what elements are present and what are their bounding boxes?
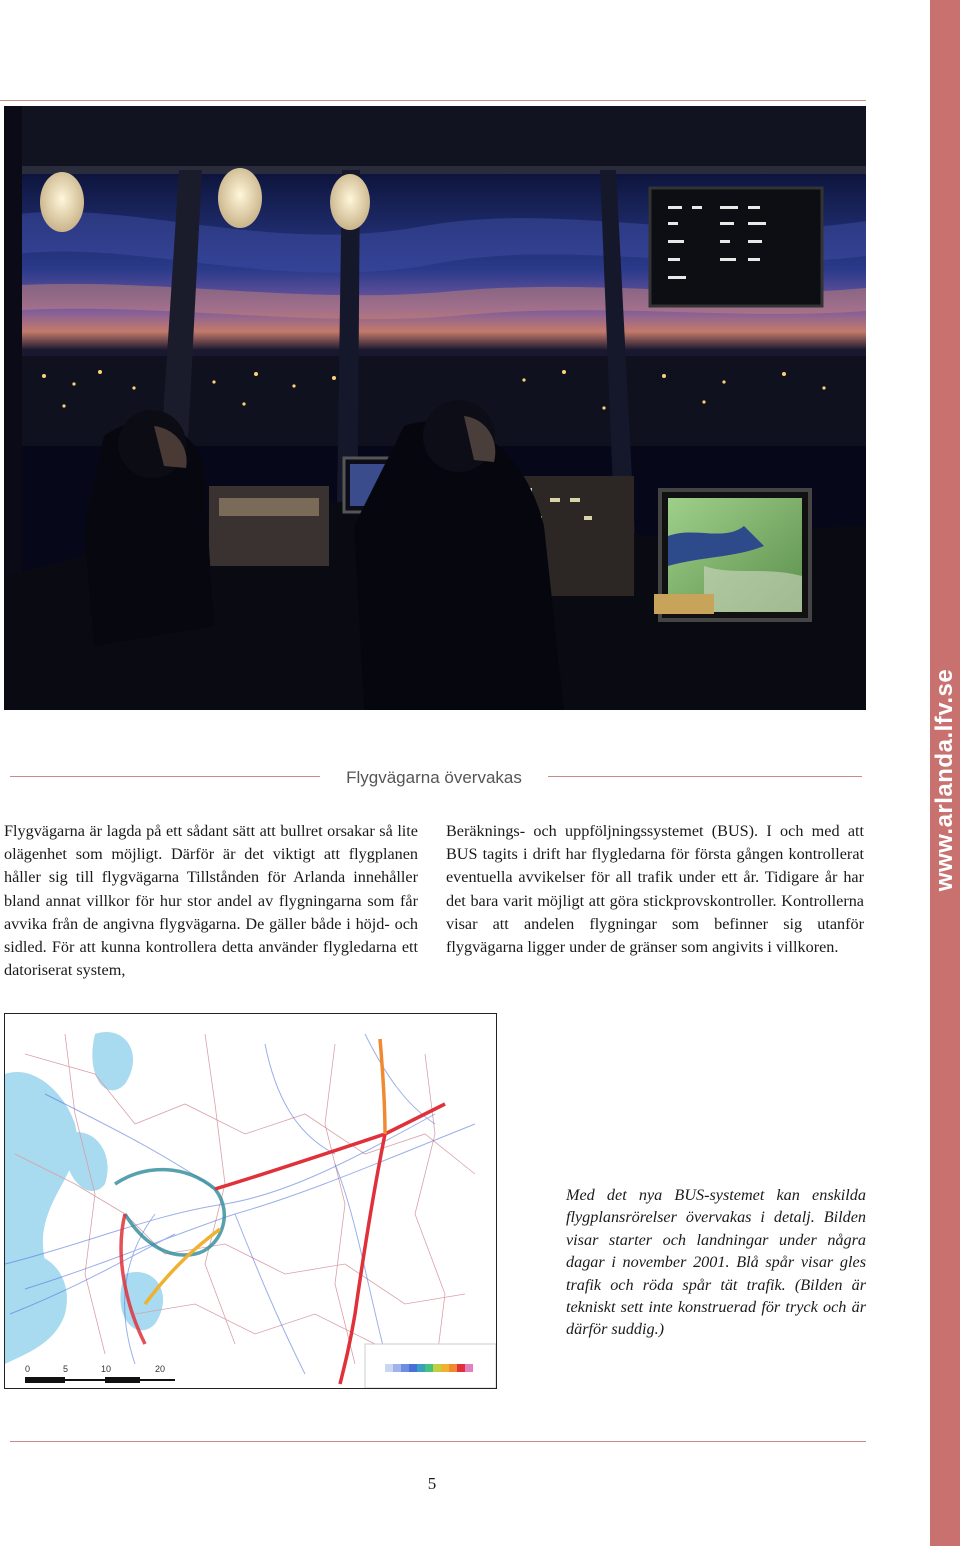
section-rule-left [10,776,320,777]
body-text-left [4,820,418,982]
control-tower-photo [4,106,866,710]
side-url: www.arlanda.lfv.se [931,668,958,892]
paragraph-left: Flygvägarna är lagda på ett sådant sätt att bullret orsakar så lite olägenhet som möjligt. Därför är det viktigt att flygplanen håller sig till flygvägarna Tillstånden för Arlanda innehåller bland annat villkor för hur stor andel av flygningarna som får avvika från de angivna flygvägarna. De gäller både i höjd- och sidled. För att kunna kontrollera detta använder flygledarna ett datoriserat system, [4,822,418,980]
scale-label-20: 20 [155,1364,166,1374]
scale-label-10: 10 [101,1364,112,1374]
scale-label-5: 5 [63,1364,69,1374]
top-rule [0,100,866,101]
section-title: Flygvägarna övervakas [330,768,538,788]
scale-label-0: 0 [25,1364,31,1374]
page-number: 5 [427,1474,437,1493]
section-rule-right [548,776,862,777]
flight-track-map [4,1013,497,1389]
paragraph-right: Beräknings- och uppföljningssystemet (BUS). I och med att BUS tagits i drift har flygledarna för första gången kontrollerat eventuella avvikelser för all trafik under ett år. Tidigare år har det bara varit möjligt att göra stickprovskontroller. Kontrollerna visar att andelen flygningar som befinner sig utanför flygvägarna ligger under de gränser som angivits i villkoren. [446,822,864,957]
map-caption: Med det nya BUS-systemet kan enskilda flygplansrörelser övervakas i detalj. Bilden visar starter och landningar under några dagar i november 2001. Blå spår visar gles trafik och röda spår tät trafik. (Bilden är tekniskt sett inte konstruerad för tryck och är därför suddig.) [566,1186,866,1339]
body-text-right [446,820,864,959]
bottom-rule [10,1441,866,1442]
